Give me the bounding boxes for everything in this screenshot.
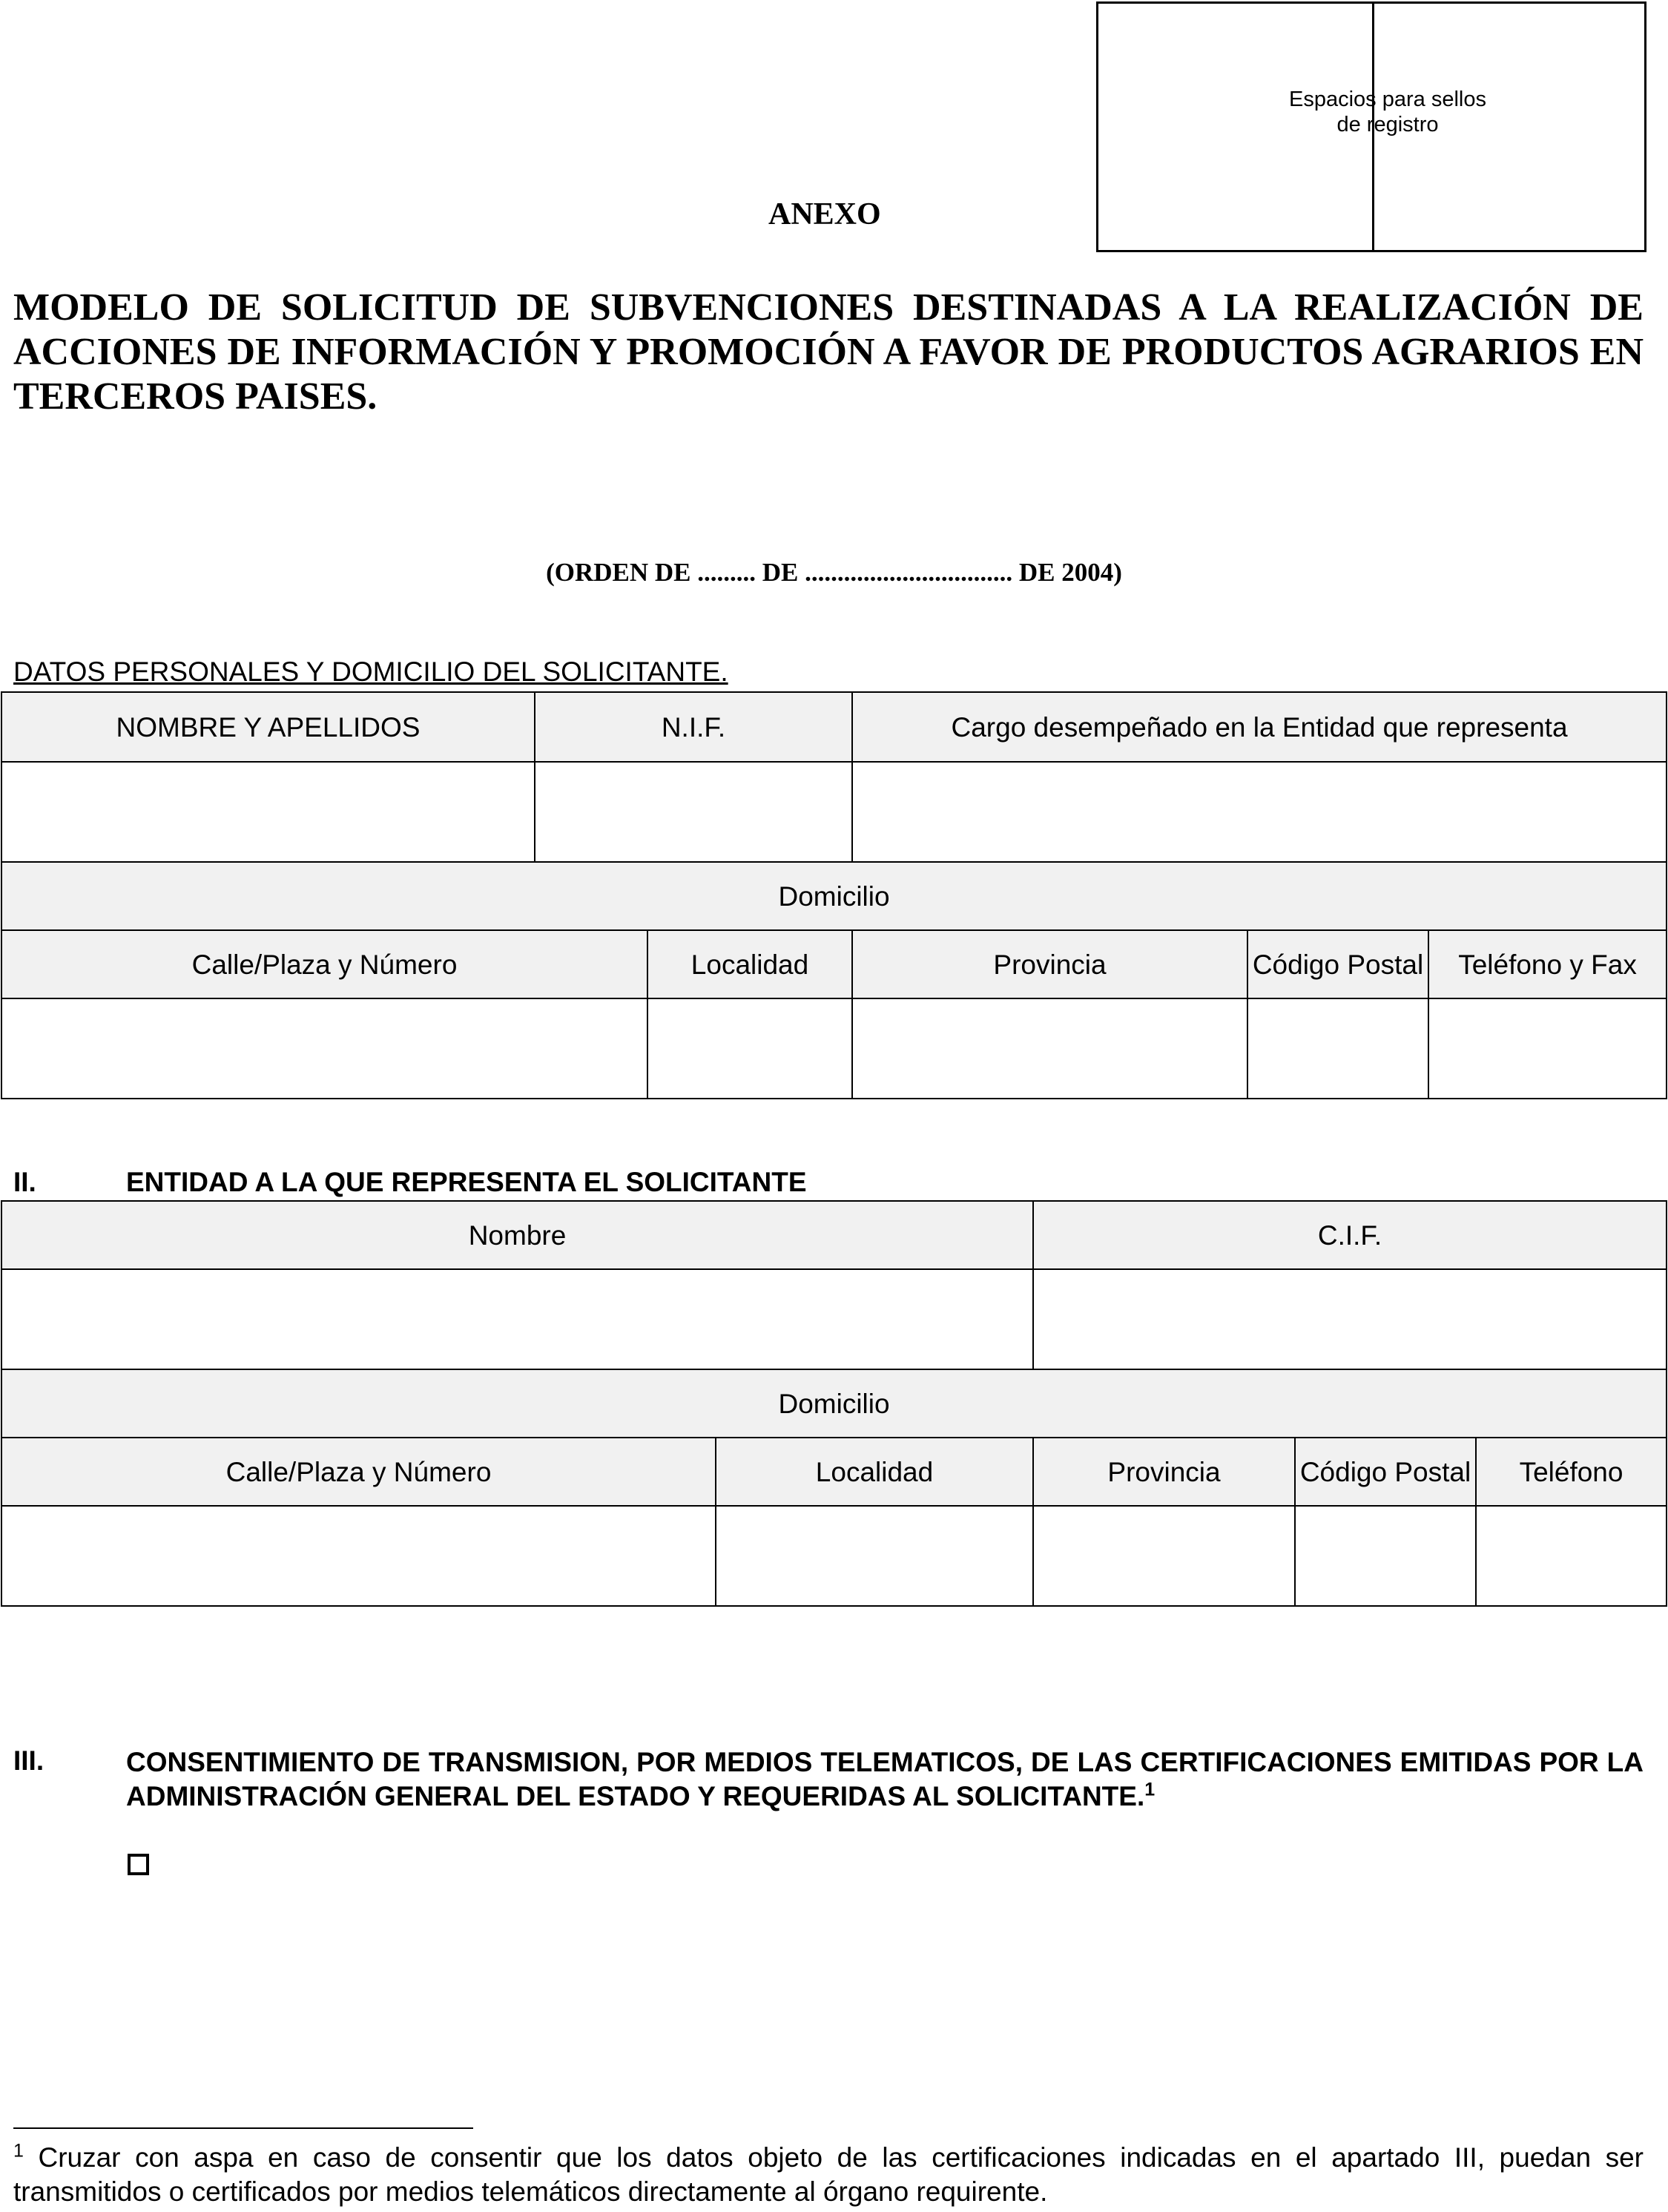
section-3-title-text: CONSENTIMIENTO DE TRANSMISION, POR MEDIOS TELEMATICOS, DE LAS CERTIFICACIONES EMITIDAS POR LA ADMINISTRACIÓN GENERAL DEL ESTADO Y REQUERIDAS AL SOLICITANTE. [126, 1747, 1644, 1811]
entity-phone-header: Teléfono [1476, 1438, 1667, 1506]
applicant-phone-fax-field[interactable] [1428, 998, 1667, 1099]
applicant-name-field[interactable] [1, 762, 535, 862]
applicant-nif-header: N.I.F. [535, 692, 852, 762]
footnote-marker: 1 [13, 2140, 24, 2162]
registry-stamp-box [1096, 1, 1646, 252]
entity-name-field[interactable] [1, 1269, 1033, 1369]
section-2-title: ENTIDAD A LA QUE REPRESENTA EL SOLICITANTE [126, 1167, 807, 1197]
section-3-number: III. [13, 1745, 44, 1776]
entity-name-header: Nombre [1, 1201, 1033, 1269]
applicant-locality-field[interactable] [647, 998, 852, 1099]
entity-province-header: Provincia [1033, 1438, 1295, 1506]
entity-locality-header: Localidad [716, 1438, 1033, 1506]
section-1-heading: DATOS PERSONALES Y DOMICILIO DEL SOLICITANTE. [13, 656, 728, 687]
stamp-label-line-1: Espacios para sellos [1289, 88, 1486, 111]
applicant-data-table [1, 691, 1667, 1099]
entity-street-header: Calle/Plaza y Número [1, 1438, 716, 1506]
section-3-title [126, 1745, 1644, 1814]
consent-checkbox[interactable] [128, 1854, 149, 1875]
entity-phone-field[interactable] [1476, 1506, 1667, 1606]
entity-locality-field[interactable] [716, 1506, 1033, 1606]
annex-heading: ANEXO [768, 197, 881, 231]
entity-postal-code-field[interactable] [1295, 1506, 1476, 1606]
applicant-province-header: Provincia [852, 930, 1247, 998]
applicant-street-field[interactable] [1, 998, 647, 1099]
footnote [13, 2141, 1644, 2209]
entity-data-table [1, 1200, 1667, 1607]
entity-cif-header: C.I.F. [1033, 1201, 1667, 1269]
entity-province-field[interactable] [1033, 1506, 1295, 1606]
stamp-box-label [1269, 87, 1506, 137]
footnote-separator [13, 2127, 473, 2129]
document-title: MODELO DE SOLICITUD DE SUBVENCIONES DESTINADAS A LA REALIZACIÓN DE ACCIONES DE INFORMACIÓN Y PROMOCIÓN A FAVOR DE PRODUCTOS AGRARIOS EN TERCEROS PAISES. [13, 286, 1644, 418]
applicant-position-field[interactable] [852, 762, 1667, 862]
applicant-phone-fax-header: Teléfono y Fax [1428, 930, 1667, 998]
order-reference: (ORDEN DE ......... DE ................................ DE 2004) [546, 558, 1122, 587]
applicant-province-field[interactable] [852, 998, 1247, 1099]
applicant-postal-code-field[interactable] [1247, 998, 1428, 1099]
entity-street-field[interactable] [1, 1506, 716, 1606]
footnote-text: Cruzar con aspa en caso de consentir que los datos objeto de las certificaciones indicadas en el apartado III, puedan ser transmitidos o certificados por medios telemáticos directamente al órgano requirente. [13, 2142, 1644, 2207]
applicant-street-header: Calle/Plaza y Número [1, 930, 647, 998]
entity-domicilio-header: Domicilio [1, 1369, 1667, 1438]
applicant-domicilio-header: Domicilio [1, 862, 1667, 930]
entity-postal-code-header: Código Postal [1295, 1438, 1476, 1506]
entity-cif-field[interactable] [1033, 1269, 1667, 1369]
section-2-number: II. [13, 1167, 36, 1197]
stamp-label-line-2: de registro [1336, 113, 1439, 136]
applicant-name-header: NOMBRE Y APELLIDOS [1, 692, 535, 762]
applicant-nif-field[interactable] [535, 762, 852, 862]
applicant-postal-code-header: Código Postal [1247, 930, 1428, 998]
applicant-position-header: Cargo desempeñado en la Entidad que representa [852, 692, 1667, 762]
applicant-locality-header: Localidad [647, 930, 852, 998]
footnote-reference: 1 [1144, 1779, 1156, 1800]
